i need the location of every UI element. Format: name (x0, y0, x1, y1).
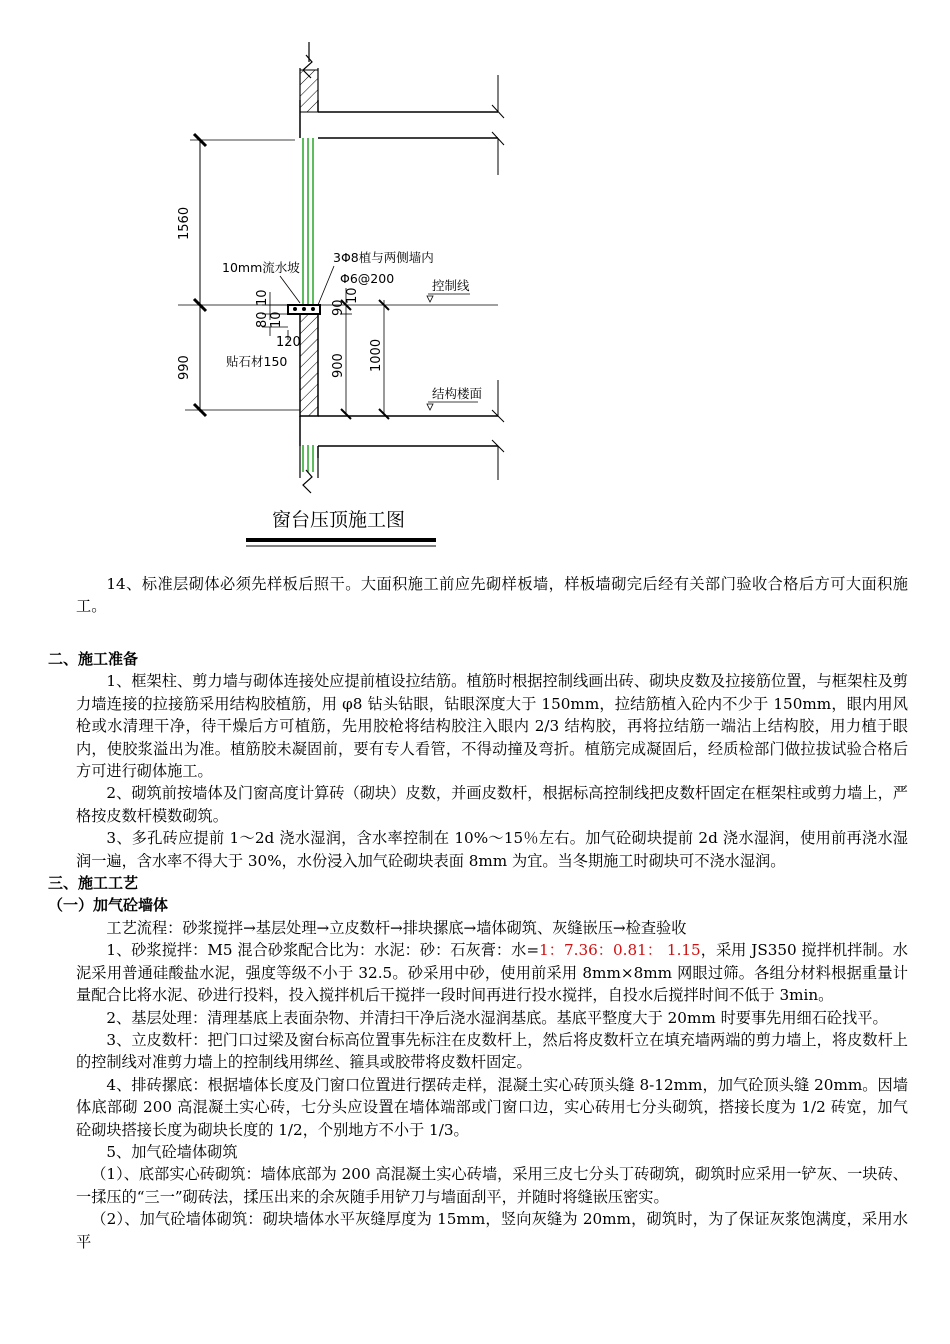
dim-10b: 10 (269, 311, 284, 328)
step-4: 4、排砖摞底：根据墙体长度及门窗口位置进行摆砖走样，混凝土实心砖顶头缝 8-12mm，加气砼顶头缝 20mm。因墙体底部砌 200 高混凝土实心砖，七分头应设置在墙体端部或门窗口边，实心砖用七分头砌筑，搭接长度为 1/2 砖宽，加气砼砌块搭接长度为砌块长度的 1/2，个别地方不小于 1/3。 (76, 1075, 908, 1139)
step-5-1: （1）、底部实心砖砌筑：墙体底部为 200 高混凝土实心砖墙，采用三皮七分头丁砖砌筑，砌筑时应采用一铲灰、一块砖、一揉压的“三一”砌砖法，揉压出来的余灰随手用铲刀与墙面刮平，并随时将缝嵌压密实。 (76, 1165, 908, 1206)
section-2-title: 二、施工准备 (48, 650, 139, 668)
section-2 (48, 648, 908, 1253)
label-rebar1: 3Φ8植与两侧墙内 (333, 250, 434, 265)
dim-10c: 10 (345, 287, 360, 304)
dim-120: 120 (276, 335, 301, 350)
subsection-1-title: （一）加气砼墙体 (48, 896, 169, 915)
step-1-b: ，采用 JS350 搅拌机拌制。水泥采用普通硅酸盐水泥，强度等级不小于 32.5。砂采用中砂，使用前采用 8mm×8mm 网眼过筛。各组分材料根据重量计量配合比将水泥、砂进行投料，投入搅拌机后干搅拌一段时间再进行投水搅拌，自投水后搅拌时间不低于 3min。 (76, 941, 908, 1005)
window-sill-drawing (0, 0, 950, 560)
section-3-title: 三、施工工艺 (48, 874, 139, 893)
dim-80: 80 (255, 311, 270, 328)
step-3: 3、立皮数杆：把门口过梁及窗台标高位置事先标注在皮数杆上，然后将皮数杆立在填充墙两端的剪力墙上，将皮数杆上的控制线对准剪力墙上的控制线用绑丝、箍具或胶带将皮数杆固定。 (76, 1030, 908, 1072)
item-14-text: 14、标准层砌体必须先样板后照干。大面积施工前应先砌样板墙，样板墙砌完后经有关部门验收合格后方可大面积施工。 (76, 575, 908, 616)
step-5-2: （2）、加气砼墙体砌筑：砌块墙体水平灰缝厚度为 15mm，竖向灰缝为 20mm，砌筑时，为了保证灰浆饱满度，采用水平 (76, 1210, 908, 1251)
label-stone: 贴石材150 (226, 354, 288, 369)
upper-wall-hatch (300, 70, 318, 112)
step-1-a: 1、砂浆搅拌：M5 混合砂浆配合比为：水泥：砂：石灰膏：水= (106, 941, 540, 960)
dim-90: 90 (331, 299, 346, 316)
dim-10a: 10 (255, 289, 270, 306)
drawing-title: 窗台压顶施工图 (272, 509, 406, 531)
dim-upper: 1560 (177, 206, 192, 240)
dimension-left (178, 134, 300, 416)
dim-lower: 990 (177, 355, 192, 380)
leader-rebar (318, 266, 334, 305)
upper-slab (300, 75, 504, 175)
label-waterproof: 10mm流水坡 (222, 260, 300, 275)
leader-waterproof (280, 276, 300, 303)
rebar-dots (293, 307, 315, 311)
process-flow: 工艺流程：砂浆搅拌→基层处理→立皮数杆→排块摞底→墙体砌筑、灰缝嵌压→检查验收 (106, 918, 687, 937)
label-control-line: 控制线 (432, 278, 470, 293)
dim-900: 900 (331, 353, 346, 378)
label-floor: 结构楼面 (432, 386, 483, 401)
prep-para-1: 1、框架柱、剪力墙与砌体连接处应提前植设拉结筋。植筋时根据控制线画出砖、砌块皮数及拉接筋位置，与框架柱及剪力墙连接的拉接筋采用结构胶植筋，用 φ8 钻头钻眼，钻眼深度大于 150mm，拉结筋植入砼内不少于 150mm，眼内用风枪或水清理干净，待干燥后方可植筋，先用胶枪将结构胶注入眼内 2/3 结构胶，再将拉结筋一端沾上结构胶，用力植于眼内，使胶浆溢出为准。植筋胶未凝固前，要有专人看管，不得动撞及弯折。植筋完成凝固后，经质检部门做拉拔试验合格后方可进行砌体施工。 (76, 672, 908, 781)
sill-wall (300, 314, 318, 416)
step-1 (76, 939, 908, 1006)
item-14 (76, 573, 908, 618)
floor-marker (427, 402, 478, 410)
prep-para-3: 3、多孔砖应提前 1～2d 浇水湿润，含水率控制在 10%～15％左右。加气砼砌块提前 2d 浇水湿润，使用前再浇水湿润一遍，含水率不得大于 30%，水份浸入加气砼砌块表面 8mm 为宜。当冬期施工时砌块可不浇水湿润。 (76, 829, 908, 870)
label-rebar2: Φ6@200 (340, 271, 395, 286)
control-line-marker (427, 294, 470, 302)
mix-ratio: 1：7.36：0.81： 1.15 (539, 941, 701, 960)
step-5: 5、加气砼墙体砌筑 (106, 1142, 238, 1161)
step-2: 2、基层处理：清理基底上表面杂物、并清扫干净后浇水湿润基底。基底平整度大于 20mm 时要事先用细石砼找平。 (106, 1008, 888, 1027)
prep-para-2: 2、砌筑前按墙体及门窗高度计算砖（砌块）皮数，并画皮数杆，根据标高控制线把皮数杆固定在框架柱或剪力墙上，严格按皮数杆模数砌筑。 (76, 784, 908, 825)
dim-1000: 1000 (369, 338, 384, 372)
